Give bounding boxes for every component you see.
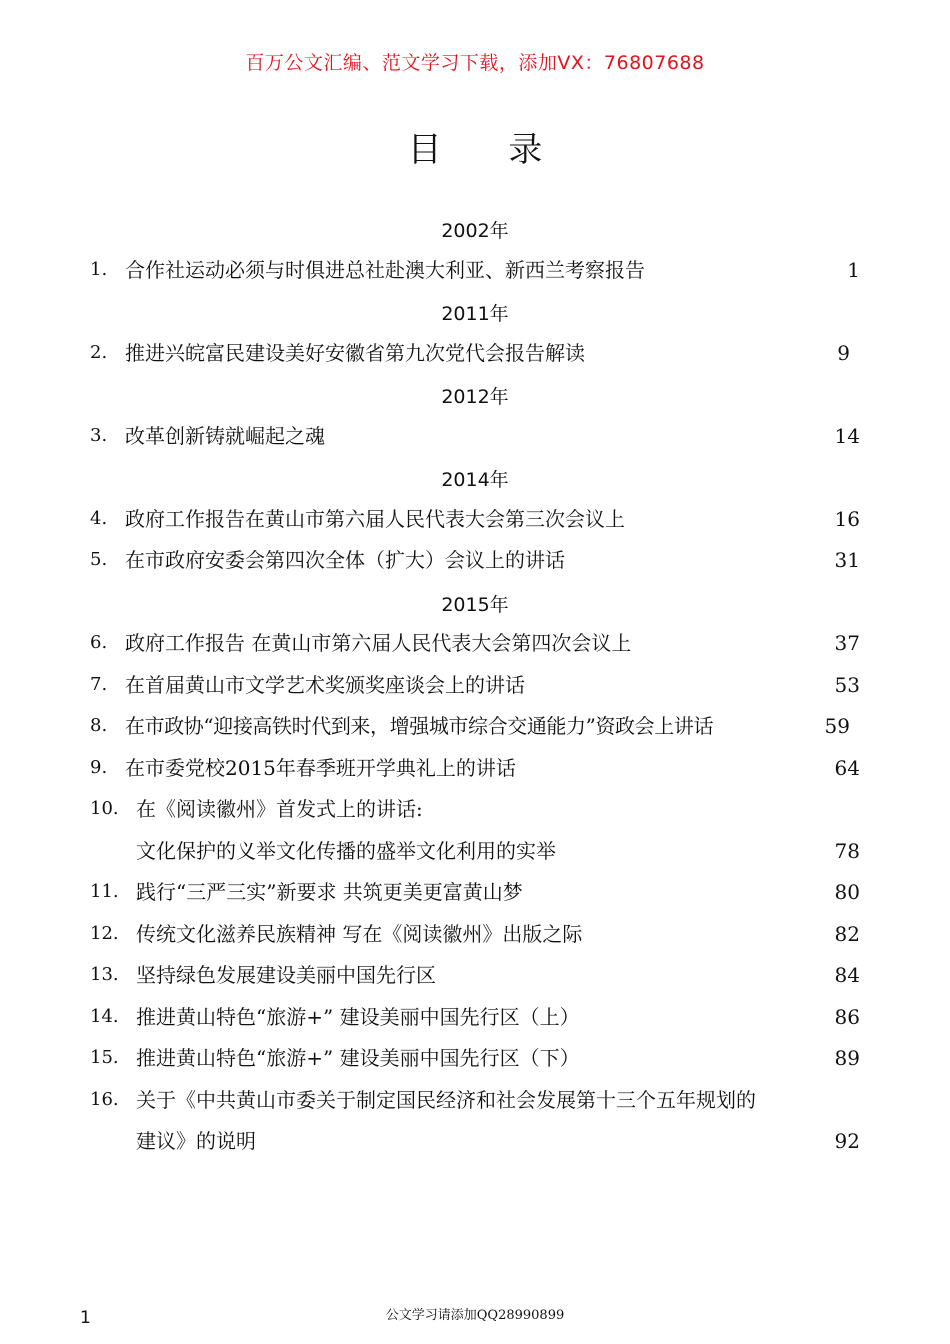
entry-number: 6.: [90, 632, 108, 653]
entry-page: 84: [834, 963, 860, 987]
entry-title: 在市政协“迎接高铁时代到来，增强城市综合交通能力”资政会上讲话: [125, 714, 714, 738]
entry-number: 12.: [90, 923, 119, 944]
entry-number: 15.: [90, 1047, 119, 1068]
year-heading-2015: 2015年: [441, 594, 509, 616]
entry-number: 10.: [90, 798, 119, 819]
entry-page: 16: [834, 507, 860, 531]
entry-title-line2: 文化保护的义举文化传播的盛举文化利用的实举: [136, 839, 556, 863]
entry-number: 8.: [90, 715, 108, 736]
entry-number: 3.: [90, 425, 108, 446]
entry-number: 1.: [90, 259, 108, 280]
toc-entry[interactable]: [0, 919, 950, 949]
entry-number: 11.: [90, 881, 119, 902]
toc-entry[interactable]: [0, 960, 950, 990]
entry-page: 1: [847, 258, 860, 282]
entry-number: 7.: [90, 674, 108, 695]
toc-entry-continuation[interactable]: [0, 836, 950, 866]
toc-entry[interactable]: [0, 1085, 950, 1115]
entry-title: 在首届黄山市文学艺术奖颁奖座谈会上的讲话: [125, 673, 525, 697]
entry-number: 13.: [90, 964, 119, 985]
toc-entry[interactable]: [0, 670, 950, 700]
entry-number: 5.: [90, 549, 108, 570]
toc-entry[interactable]: [0, 1002, 950, 1032]
entry-title: 改革创新铸就崛起之魂: [125, 424, 325, 448]
entry-page: 92: [834, 1129, 860, 1153]
entry-title-line2: 建议》的说明: [136, 1129, 256, 1153]
entry-page: 86: [834, 1005, 860, 1029]
entry-number: 9.: [90, 757, 108, 778]
entry-title: 传统文化滋养民族精神 写在《阅读徽州》出版之际: [136, 922, 583, 946]
entry-page: 53: [834, 673, 860, 697]
entry-title: 推进黄山特色“旅游+” 建设美丽中国先行区（上）: [136, 1005, 580, 1029]
entry-page: 89: [834, 1046, 860, 1070]
toc-entry[interactable]: [0, 255, 950, 285]
toc-entry[interactable]: [0, 421, 950, 451]
entry-page: 31: [834, 548, 860, 572]
year-heading-2012: 2012年: [441, 386, 509, 408]
entry-title: 政府工作报告在黄山市第六届人民代表大会第三次会议上: [125, 507, 625, 531]
entry-page: 82: [834, 922, 860, 946]
toc-entry[interactable]: [0, 794, 950, 824]
toc-entry[interactable]: [0, 753, 950, 783]
entry-page: 59: [824, 714, 850, 738]
year-heading-2011: 2011年: [441, 303, 509, 325]
toc-entry[interactable]: [0, 628, 950, 658]
toc-entry[interactable]: [0, 504, 950, 534]
page-title: 目 录: [407, 130, 571, 170]
entry-page: 14: [834, 424, 860, 448]
footer-page-number: 1: [80, 1308, 91, 1328]
entry-title: 在市委党校2015年春季班开学典礼上的讲话: [125, 756, 516, 780]
entry-title: 政府工作报告 在黄山市第六届人民代表大会第四次会议上: [125, 631, 632, 655]
entry-page: 78: [834, 839, 860, 863]
entry-page: 37: [834, 631, 860, 655]
toc-entry[interactable]: [0, 1043, 950, 1073]
entry-title: 推进兴皖富民建设美好安徽省第九次党代会报告解读: [125, 341, 585, 365]
entry-page: 9: [837, 341, 850, 365]
toc-entry[interactable]: [0, 877, 950, 907]
entry-number: 2.: [90, 342, 108, 363]
watermark-banner: 百万公文汇编、范文学习下载，添加VX：76807688: [245, 52, 705, 74]
entry-title: 在市政府安委会第四次全体（扩大）会议上的讲话: [125, 548, 565, 572]
entry-title: 合作社运动必须与时俱进总社赴澳大利亚、新西兰考察报告: [125, 258, 645, 282]
toc-entry[interactable]: [0, 545, 950, 575]
entry-page: 80: [834, 880, 860, 904]
entry-title: 践行“三严三实”新要求 共筑更美更富黄山梦: [136, 880, 523, 904]
entry-number: 4.: [90, 508, 108, 529]
entry-number: 16.: [90, 1089, 119, 1110]
entry-title: 推进黄山特色“旅游+” 建设美丽中国先行区（下）: [136, 1046, 580, 1070]
toc-entry-continuation[interactable]: [0, 1126, 950, 1156]
entry-page: 64: [834, 756, 860, 780]
entry-title: 坚持绿色发展建设美丽中国先行区: [136, 963, 436, 987]
entry-number: 14.: [90, 1006, 119, 1027]
toc-entry[interactable]: [0, 711, 950, 741]
footer-contact: 公文学习请添加QQ28990899: [385, 1308, 565, 1323]
entry-title: 关于《中共黄山市委关于制定国民经济和社会发展第十三个五年规划的: [136, 1088, 756, 1112]
toc-entry[interactable]: [0, 338, 950, 368]
year-heading-2014: 2014年: [441, 469, 509, 491]
entry-title: 在《阅读徽州》首发式上的讲话:: [136, 797, 423, 821]
year-heading-2002: 2002年: [441, 220, 509, 242]
